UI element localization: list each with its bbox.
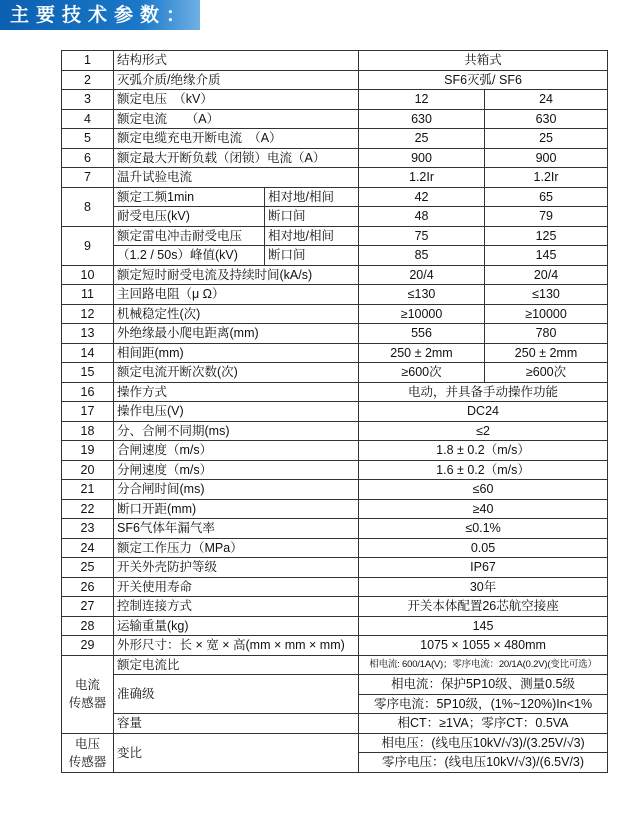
param-name: 操作电压(V) (114, 402, 359, 422)
param-name: 额定短时耐受电流及持续时间(kA/s) (114, 265, 359, 285)
table-row (62, 70, 608, 90)
row-number: 29 (62, 636, 114, 656)
row-number: 26 (62, 577, 114, 597)
table-row (62, 675, 608, 695)
param-name: 合闸速度（m/s） (114, 441, 359, 461)
value-12kv: 25 (359, 129, 485, 149)
param-name: 断口开距(mm) (114, 499, 359, 519)
table-row (62, 109, 608, 129)
param-name: 准确级 (114, 675, 359, 714)
table-row (62, 655, 608, 675)
table-row (62, 226, 608, 246)
param-name: 灭弧介质/绝缘介质 (114, 70, 359, 90)
table-row (62, 636, 608, 656)
row-number: 3 (62, 90, 114, 110)
param-name: 开关使用寿命 (114, 577, 359, 597)
value-24kv: ≤130 (485, 285, 608, 305)
param-name: 额定工频1min (114, 187, 265, 207)
row-number: 11 (62, 285, 114, 305)
param-name: 结构形式 (114, 51, 359, 71)
param-subname: 断口间 (265, 207, 359, 227)
param-value: 零序电压：(线电压10kV/√3)/(6.5V/3) (359, 753, 608, 773)
table-row (62, 148, 608, 168)
table-row (62, 285, 608, 305)
table-row (62, 558, 608, 578)
row-number: 25 (62, 558, 114, 578)
table-row (62, 519, 608, 539)
row-number: 1 (62, 51, 114, 71)
param-subname: 断口间 (265, 246, 359, 266)
row-number: 22 (62, 499, 114, 519)
table-row (62, 382, 608, 402)
param-name: 额定电压 （kV） (114, 90, 359, 110)
param-subname: 相对地/相间 (265, 226, 359, 246)
param-value: 1.8 ± 0.2（m/s） (359, 441, 608, 461)
param-value: IP67 (359, 558, 608, 578)
table-row (62, 733, 608, 753)
table-row (62, 324, 608, 344)
table-row (62, 51, 608, 71)
current-sensor-label (62, 655, 114, 733)
spec-table-body (62, 51, 608, 773)
table-row (62, 538, 608, 558)
param-value: DC24 (359, 402, 608, 422)
param-name: 分合闸时间(ms) (114, 480, 359, 500)
param-value: 1.6 ± 0.2（m/s） (359, 460, 608, 480)
param-name: 分、合闸不同期(ms) (114, 421, 359, 441)
value-24kv: 125 (485, 226, 608, 246)
value-12kv: 630 (359, 109, 485, 129)
value-12kv: 20/4 (359, 265, 485, 285)
table-row (62, 343, 608, 363)
row-number: 20 (62, 460, 114, 480)
row-number: 12 (62, 304, 114, 324)
row-number: 24 (62, 538, 114, 558)
row-number: 27 (62, 597, 114, 617)
param-name: 操作方式 (114, 382, 359, 402)
value-12kv: 42 (359, 187, 485, 207)
row-number: 8 (62, 187, 114, 226)
param-name: 温升试验电流 (114, 168, 359, 188)
row-number: 19 (62, 441, 114, 461)
param-name: （1.2 / 50s）峰值(kV) (114, 246, 265, 266)
row-number: 18 (62, 421, 114, 441)
table-row (62, 246, 608, 266)
row-number: 13 (62, 324, 114, 344)
current-sensor-label-line2: 传感器 (68, 696, 107, 710)
current-sensor-label-line1: 电流 (74, 678, 100, 692)
value-12kv: ≥10000 (359, 304, 485, 324)
value-24kv: 65 (485, 187, 608, 207)
param-value: 相电流：保护5P10级、测量0.5级 (359, 675, 608, 695)
table-row (62, 207, 608, 227)
row-number: 28 (62, 616, 114, 636)
table-row (62, 597, 608, 617)
table-row (62, 265, 608, 285)
param-name: 额定最大开断负载（闭锁）电流（A） (114, 148, 359, 168)
table-row (62, 421, 608, 441)
param-value: 零序电流：5P10级，(1%~120%)In<1% (359, 694, 608, 714)
param-value: SF6灭弧/ SF6 (359, 70, 608, 90)
row-number: 5 (62, 129, 114, 149)
param-value: ≤60 (359, 480, 608, 500)
value-12kv: 1.2Ir (359, 168, 485, 188)
table-row (62, 499, 608, 519)
table-row (62, 460, 608, 480)
row-number: 6 (62, 148, 114, 168)
header-bar (0, 0, 200, 30)
value-12kv: 900 (359, 148, 485, 168)
param-name: 主回路电阻（μ Ω） (114, 285, 359, 305)
param-name: 相间距(mm) (114, 343, 359, 363)
table-row (62, 480, 608, 500)
value-24kv: 24 (485, 90, 608, 110)
param-name: 外绝缘最小爬电距离(mm) (114, 324, 359, 344)
value-24kv: 25 (485, 129, 608, 149)
voltage-sensor-label-line2: 传感器 (68, 754, 107, 769)
row-number: 7 (62, 168, 114, 188)
param-value: ≤0.1% (359, 519, 608, 539)
param-name: 运输重量(kg) (114, 616, 359, 636)
value-12kv: 556 (359, 324, 485, 344)
value-24kv: 630 (485, 109, 608, 129)
value-24kv: 79 (485, 207, 608, 227)
param-name: 额定电流开断次数(次) (114, 363, 359, 383)
param-value: 相CT：≥1VA；零序CT：0.5VA (359, 714, 608, 734)
table-row (62, 577, 608, 597)
value-12kv: 48 (359, 207, 485, 227)
param-value: 相电流: 600/1A(V)；零序电流：20/1A(0.2V)(变比可选） (359, 655, 608, 675)
value-24kv: ≥10000 (485, 304, 608, 324)
param-value: 1075 × 1055 × 480mm (359, 636, 608, 656)
param-name: 耐受电压(kV) (114, 207, 265, 227)
table-row (62, 187, 608, 207)
voltage-sensor-label-line1: 电压 (74, 736, 100, 751)
row-number: 21 (62, 480, 114, 500)
value-24kv: 20/4 (485, 265, 608, 285)
param-name: 变比 (114, 733, 359, 772)
param-value: 开关本体配置26芯航空接座 (359, 597, 608, 617)
table-row (62, 363, 608, 383)
table-row (62, 616, 608, 636)
param-name: 额定工作压力（MPa） (114, 538, 359, 558)
param-name: 外形尺寸：长 × 宽 × 高(mm × mm × mm) (114, 636, 359, 656)
value-24kv: 250 ± 2mm (485, 343, 608, 363)
param-value: ≥40 (359, 499, 608, 519)
row-number: 10 (62, 265, 114, 285)
spec-table (61, 50, 608, 773)
value-24kv: 145 (485, 246, 608, 266)
table-row (62, 90, 608, 110)
param-name: 开关外壳防护等级 (114, 558, 359, 578)
row-number: 14 (62, 343, 114, 363)
table-row (62, 402, 608, 422)
voltage-sensor-label (62, 733, 114, 772)
table-row (62, 304, 608, 324)
value-24kv: 780 (485, 324, 608, 344)
table-row (62, 441, 608, 461)
table-row (62, 129, 608, 149)
param-value: 30年 (359, 577, 608, 597)
param-value: 相电压：(线电压10kV/√3)/(3.25V/√3) (359, 733, 608, 753)
value-12kv: 85 (359, 246, 485, 266)
param-name: 控制连接方式 (114, 597, 359, 617)
param-name: 额定雷电冲击耐受电压 (114, 226, 265, 246)
row-number: 23 (62, 519, 114, 539)
row-number: 9 (62, 226, 114, 265)
param-value: 0.05 (359, 538, 608, 558)
param-value: 电动，并具备手动操作功能 (359, 382, 608, 402)
value-12kv: ≥600次 (359, 363, 485, 383)
param-name: 分闸速度（m/s） (114, 460, 359, 480)
value-24kv: 1.2Ir (485, 168, 608, 188)
section-title: 主要技术参数： (10, 4, 193, 26)
table-row (62, 168, 608, 188)
param-name: 额定电流 （A） (114, 109, 359, 129)
value-12kv: 250 ± 2mm (359, 343, 485, 363)
param-value: 145 (359, 616, 608, 636)
row-number: 15 (62, 363, 114, 383)
param-value: 共箱式 (359, 51, 608, 71)
row-number: 2 (62, 70, 114, 90)
row-number: 17 (62, 402, 114, 422)
value-24kv: ≥600次 (485, 363, 608, 383)
param-name: 额定电缆充电开断电流 （A） (114, 129, 359, 149)
value-12kv: ≤130 (359, 285, 485, 305)
param-subname: 相对地/相间 (265, 187, 359, 207)
row-number: 4 (62, 109, 114, 129)
param-value: ≤2 (359, 421, 608, 441)
param-name: SF6气体年漏气率 (114, 519, 359, 539)
value-12kv: 75 (359, 226, 485, 246)
param-name: 额定电流比 (114, 655, 359, 675)
row-number: 16 (62, 382, 114, 402)
param-name: 容量 (114, 714, 359, 734)
value-12kv: 12 (359, 90, 485, 110)
param-name: 机械稳定性(次) (114, 304, 359, 324)
value-24kv: 900 (485, 148, 608, 168)
table-row (62, 714, 608, 734)
